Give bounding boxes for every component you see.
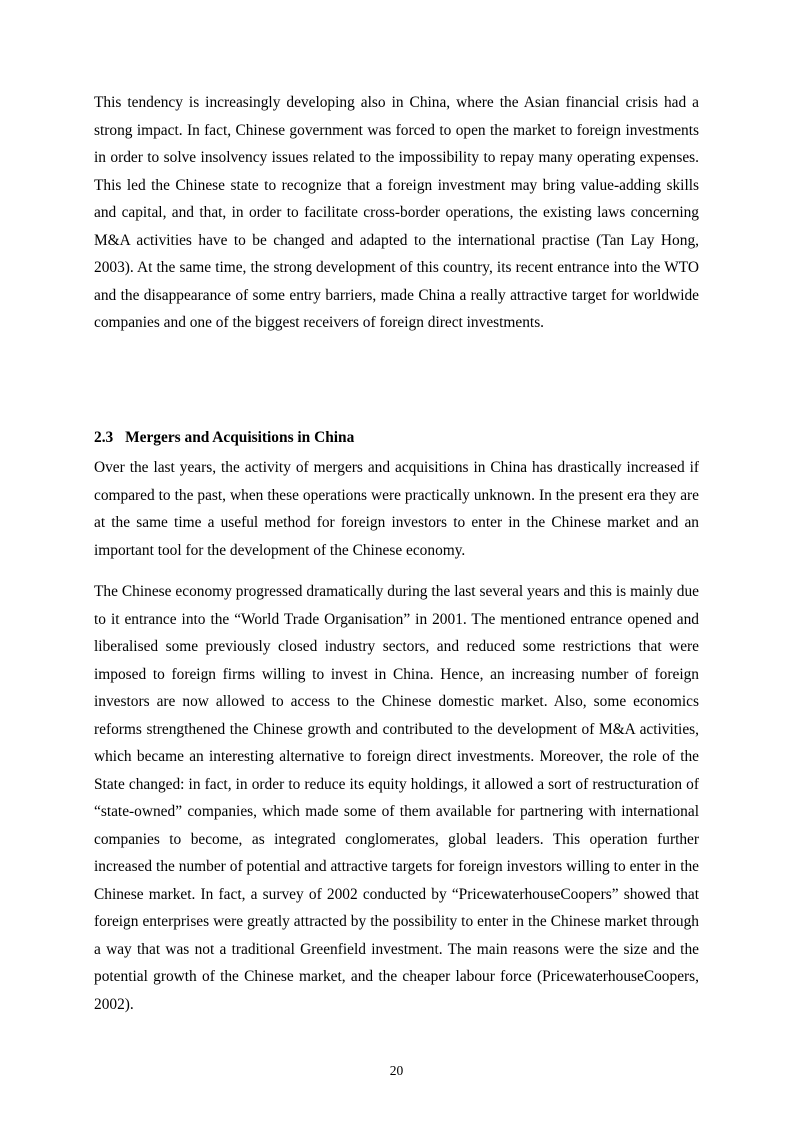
body-paragraph-3: The Chinese economy progressed dramatically during the last several years and this is mainly due to it entrance into the “World Trade Organisation” in 2001. The mentioned entrance opened and liberalised some previously closed industry sectors, and reduced some restrictions that were imposed to foreign firms willing to invest in China. Hence, an increasing number of foreign investors are now allowed to access to the Chinese domestic market. Also, some economics reforms strengthened the Chinese growth and contributed to the development of M&A activities, which became an interesting alternative to foreign direct investments. Moreover, the role of the State changed: in fact, in order to reduce its equity holdings, it allowed a sort of restructuration of “state-owned” companies, which made some of them available for partnering with international companies to become, as integrated conglomerates, global leaders. This operation further increased the number of potential and attractive targets for foreign investors willing to enter in the Chinese market. In fact, a survey of 2002 conducted by “PricewaterhouseCoopers” showed that foreign enterprises were greatly attracted by the possibility to enter in the Chinese market through a way that was not a traditional Greenfield investment. The main reasons were the size and the potential growth of the Chinese market, and the cheaper labour force (PricewaterhouseCoopers, 2002). (94, 583, 699, 1013)
section-title: Mergers and Acquisitions in China (125, 429, 355, 446)
page-number: 20 (389, 1063, 404, 1078)
body-paragraph-1: This tendency is increasingly developing also in China, where the Asian financial crisis had a strong impact. In fact, Chinese government was forced to open the market to foreign investments in order to solve insolvency issues related to the impossibility to repay many operating expenses. This led the Chinese state to recognize that a foreign investment may bring value-adding skills and capital, and that, in order to facilitate cross-border operations, the existing laws concerning M&A activities have to be changed and adapted to the international practise (Tan Lay Hong, 2003). At the same time, the strong development of this country, its recent entrance into the WTO and the disappearance of some entry barriers, made China a really attractive target for worldwide companies and one of the biggest receivers of foreign direct investments. (94, 94, 699, 331)
body-paragraph-2: Over the last years, the activity of mergers and acquisitions in China has drastically increased if compared to the past, when these operations were practically unknown. In the present era they are at the same time a useful method for foreign investors to enter in the Chinese market and an important tool for the development of the Chinese economy. (94, 459, 699, 559)
section-heading (94, 428, 354, 448)
section-number: 2.3 (94, 429, 114, 446)
document-page (94, 89, 699, 1013)
